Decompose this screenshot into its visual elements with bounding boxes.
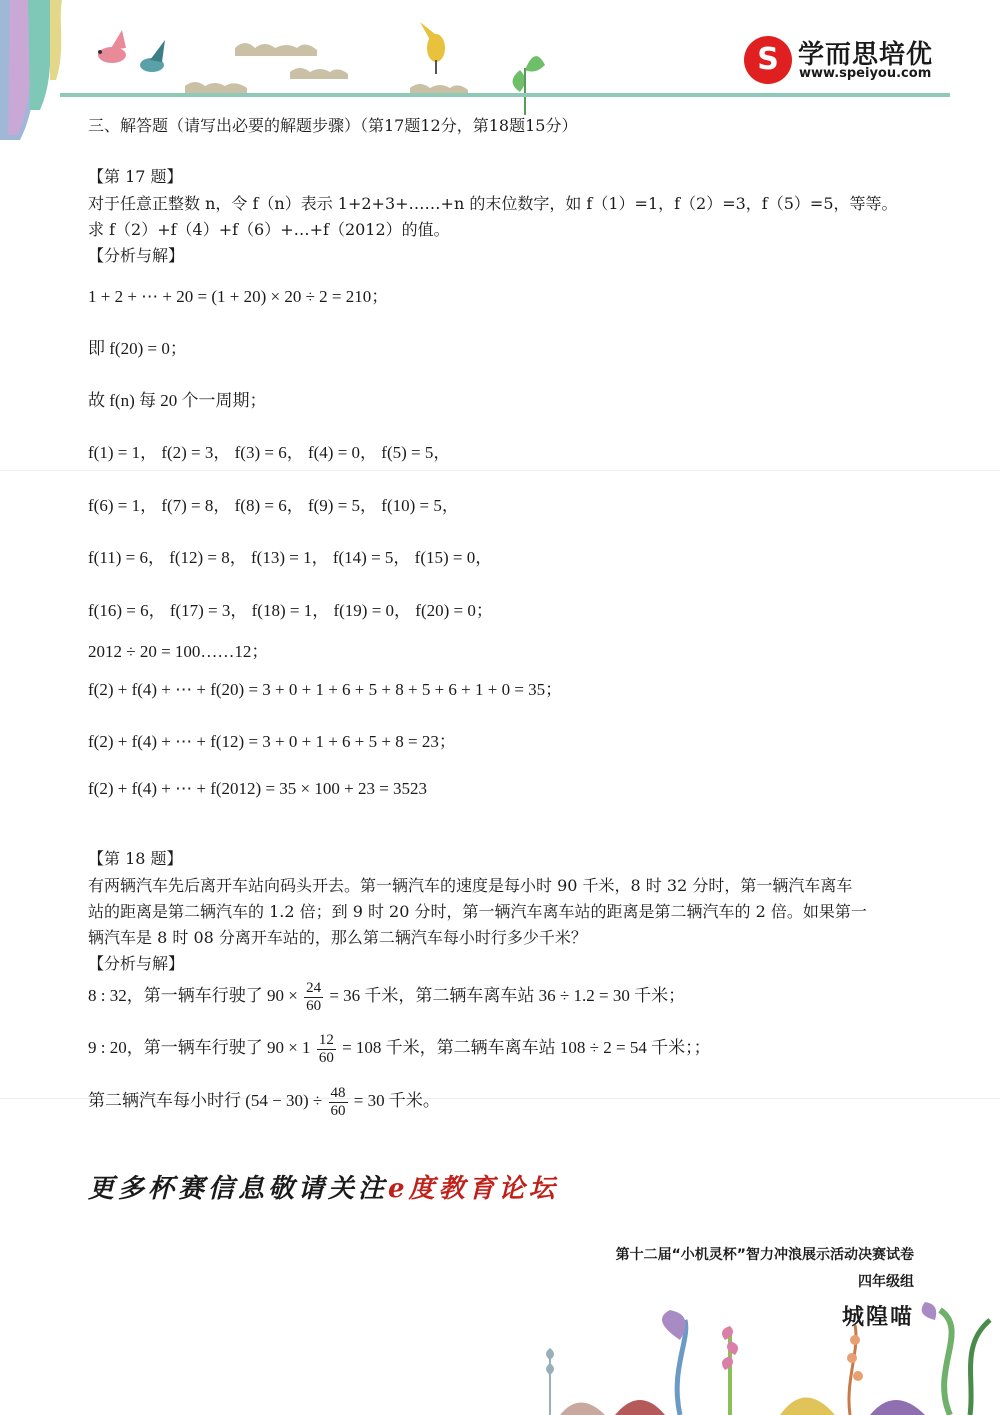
q18-text-2: 站的距离是第二辆汽车的 1.2 倍；到 9 时 20 分时，第一辆汽车离车站的距离是第二辆汽车的 2 倍。如果第一 <box>88 902 867 921</box>
q17-step: 即 f(20) = 0； <box>88 339 187 358</box>
grass-icon <box>560 1403 605 1415</box>
brand-name: 学而思培优 <box>798 40 934 70</box>
q17-analysis-tag: 【分析与解】 <box>88 246 185 265</box>
promo-e: e <box>388 1174 409 1204</box>
q18-analysis-tag: 【分析与解】 <box>88 954 185 973</box>
fraction-denominator: 60 <box>306 997 322 1014</box>
cloud-icon <box>185 43 468 95</box>
grass-icon <box>780 1398 835 1415</box>
grass-icon <box>870 1400 925 1415</box>
q18-step-3-post: = 30 千米。 <box>353 1090 440 1110</box>
q18-tag: 【第 18 题】 <box>88 849 183 868</box>
q17-step: f(16) = 6， f(17) = 3， f(18) = 1， f(19) = 0， f(20) = 0； <box>88 601 493 620</box>
fraction-numerator: 48 <box>330 1085 346 1101</box>
q17-step: 1 + 2 + ⋯ + 20 = (1 + 20) × 20 ÷ 2 = 210； <box>88 287 389 306</box>
ribbon-art <box>0 0 62 140</box>
brand-url: www.speiyou.com <box>799 66 932 81</box>
grade-label: 四年级组 <box>858 1274 914 1290</box>
q18-step-3 <box>88 1085 440 1119</box>
flower-icon <box>662 1310 686 1415</box>
q17-step: 故 f(n) 每 20 个一周期； <box>88 391 267 410</box>
exam-title: 第十二届“小机灵杯”智力冲浪展示活动决赛试卷 <box>615 1247 914 1263</box>
q18-step-3-pre: 第二辆汽车每小时行 (54 − 30) ÷ <box>88 1090 323 1110</box>
flower-icon <box>847 1325 863 1415</box>
q18-text-1: 有两辆汽车先后离开车站向码头开去。第一辆汽车的速度是每小时 90 千米，8 时 32 分时，第一辆汽车离车 <box>88 876 853 895</box>
flower-icon <box>722 1326 738 1415</box>
q17-step: f(1) = 1， f(2) = 3， f(3) = 6， f(4) = 0， f(5) = 5， <box>88 443 451 462</box>
q17-step: 2012 ÷ 20 = 100……12； <box>88 642 269 661</box>
header-rule <box>60 93 950 97</box>
flower-icon <box>922 1302 990 1415</box>
fraction-denominator: 60 <box>330 1102 346 1119</box>
scan-seam <box>0 470 1000 471</box>
fraction <box>329 1085 348 1119</box>
q17-step: f(2) + f(4) + ⋯ + f(20) = 3 + 0 + 1 + 6 + 5 + 8 + 5 + 6 + 1 + 0 = 35； <box>88 680 563 699</box>
q17-text-2: 求 f（2）+f（4）+f（6）+…+f（2012）的值。 <box>88 220 450 239</box>
leaf-icon <box>513 56 546 115</box>
q18-step-1-pre: 8 : 32，第一辆车行驶了 90 × <box>88 985 298 1005</box>
promo-forum: 度教育论坛 <box>408 1174 559 1204</box>
q17-step: f(6) = 1， f(7) = 8， f(8) = 6， f(9) = 5， f(10) = 5， <box>88 496 459 515</box>
logo-icon: S <box>744 36 792 84</box>
q18-step-2-post: = 108 千米，第二辆车离车站 108 ÷ 2 = 54 千米；； <box>342 1037 711 1057</box>
fraction <box>317 1032 336 1066</box>
bird-icon <box>98 30 126 63</box>
promo-line <box>88 1168 559 1205</box>
q17-text-1: 对于任意正整数 n，令 f（n）表示 1+2+3+……+n 的末位数字，如 f（1）=1，f（2）=3，f（5）=5，等等。 <box>88 194 898 213</box>
bird-icon <box>140 40 165 72</box>
q18-step-2 <box>88 1032 711 1066</box>
section-title: 三、解答题（请写出必要的解题步骤）（第17题12分，第18题15分） <box>88 116 578 135</box>
fraction-numerator: 12 <box>318 1032 334 1048</box>
author-name: 城隍喵 <box>841 1305 914 1330</box>
grass-icon <box>615 1400 665 1415</box>
footer-decoration <box>530 1300 1000 1415</box>
fraction-numerator: 24 <box>306 980 322 996</box>
q18-text-3: 辆汽车是 8 时 08 分离开车站的，那么第二辆汽车每小时行多少千米？ <box>88 928 587 947</box>
fraction-denominator: 60 <box>318 1049 334 1066</box>
fraction <box>304 980 323 1014</box>
q17-step: f(11) = 6， f(12) = 8， f(13) = 1， f(14) = 5， f(15) = 0， <box>88 548 493 567</box>
q17-step: f(2) + f(4) + ⋯ + f(12) = 3 + 0 + 1 + 6 + 5 + 8 = 23； <box>88 732 456 751</box>
q18-step-1-post: = 36 千米，第二辆车离车站 36 ÷ 1.2 = 30 千米； <box>329 985 686 1005</box>
q18-step-1 <box>88 980 685 1014</box>
q17-tag: 【第 17 题】 <box>88 167 183 186</box>
promo-text: 更多杯赛信息敬请关注 <box>88 1174 389 1204</box>
q17-step: f(2) + f(4) + ⋯ + f(2012) = 35 × 100 + 23 = 3523 <box>88 779 428 798</box>
plant-icon <box>546 1348 554 1415</box>
bird-icon <box>420 22 445 74</box>
q18-step-2-pre: 9 : 20，第一辆车行驶了 90 × 1 <box>88 1037 311 1057</box>
